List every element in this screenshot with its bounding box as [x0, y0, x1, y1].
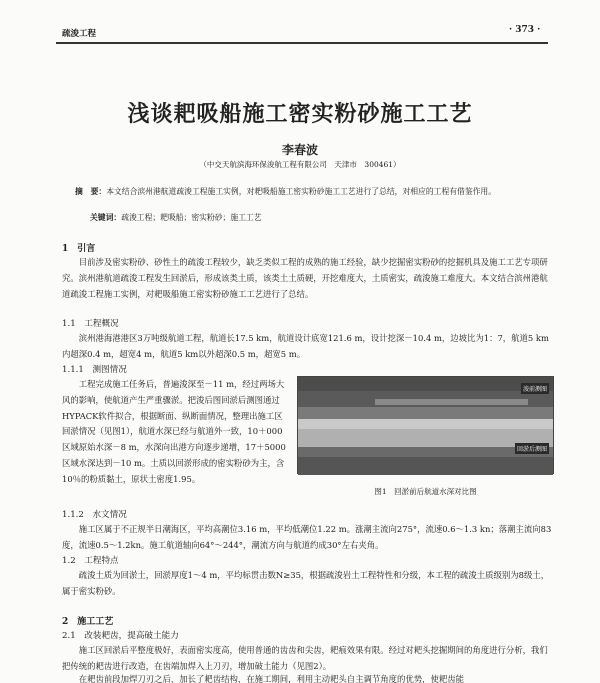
section-1-2-paragraph: 疏浚土质为回淤土，回淤厚度1～4 m，平均标贯击数N≥35，根据疏浚岩土工程特性和分级，本工程的疏浚土质级别为8级土，属于密实粉砂。 [62, 570, 550, 596]
figure-band-bottom [298, 457, 553, 475]
figure-label-after: 回淤后测图 [515, 443, 549, 454]
section-2-1-paragraph: 施工区回淤后平整度极好，表面密实度高，使用普通的齿齿和尖齿，耙痕效果有限。经过对耙头挖掘期间的角度进行分析，我们把传统的耙齿进行改造，在齿端加焊入上刀刃，增加破土能力（见图2）。 [62, 645, 548, 671]
section-1-paragraph: 目前涉及密实粉砂、砂性土的疏浚工程较少，缺乏类似工程的成熟的施工经验，缺少挖掘密实粉砂的挖掘机具及施工工艺专项研究。滨州港航道疏浚工程发生回淤后，形成该类土质，该类土土质硬，开挖难度大，土质密实，疏浚施工难度大。本文结合滨州港航道疏浚工程施工实例，对耙吸船施工密实粉砂施工工艺进行了总结。 [62, 257, 548, 299]
section-1-2-heading: 1.2 工程特点 [62, 556, 119, 566]
keywords [90, 212, 540, 223]
keywords-text: 疏浚工程；耙吸船；密实粉砂；施工工艺 [121, 213, 262, 222]
figure-band-shallow [298, 419, 553, 429]
author: 李春波 [281, 143, 318, 157]
figure-label-before: 浚前测图 [521, 383, 549, 394]
section-1-1-2-heading: 1.1.2 水文情况 [62, 510, 127, 520]
journal-name: 疏浚工程 [62, 29, 97, 39]
figure-depth-comparison [297, 376, 554, 474]
section-1-1-heading: 1.1 工程概况 [62, 319, 119, 329]
abstract-text: 本文结合滨州港航道疏浚工程施工实例，对耙吸船施工密实粉砂施工工艺进行了总结，对相应的工程有借鉴作用。 [106, 187, 497, 196]
header-rule [56, 42, 548, 44]
figure-channel-before [375, 399, 528, 405]
abstract [75, 185, 535, 199]
figure-band-top [298, 377, 553, 391]
figure-band-mid [298, 407, 553, 419]
section-2-1-paragraph-cont: 在耙齿前段加焊刀刃之后，加长了耙齿结构，在施工期间，利用主动耙头自主调节角度的优势，使耙齿能 [78, 674, 465, 683]
section-1-1-paragraph: 滨州港海港港区3万吨级航道工程，航道长17.5 km，航道设计底宽121.6 m，设计挖深－10.4 m，边坡比为1：7，航道5 km内超深0.4 m，超宽4 m，航道5 km以外超深0.5 m，超宽5 m。 [62, 333, 549, 359]
section-1-1-1-paragraph: 工程完成施工任务后，普遍浚深至－11 m，经过两场大风的影响，使航道产生严重骤淤。把浚后图回淤后测图通过HYPACK软件拟合，根据断面、纵断面情况，整理出施工区回淤情况（见图1），航道水深已经与航道外一致，10＋000区域原始水深－8 m，水深向出港方向逐步递增，17＋5000区域水深达到－10 m。土质以回淤形成的密实粉砂为主，含10％的粉质黏土，原状土密度1.95。 [62, 379, 286, 484]
section-2-1-heading: 2.1 改装耙齿，提高破土能力 [62, 631, 179, 641]
page-number: · 373 · [509, 25, 541, 35]
figure-caption: 图1 回淤前后航道水深对比图 [374, 487, 477, 496]
section-2-heading: 2 施工工艺 [62, 617, 114, 627]
keywords-label: 关键词： [90, 213, 122, 222]
affiliation: （中交天航滨海环保浚航工程有限公司 天津市 300461） [199, 160, 401, 169]
abstract-label: 摘 要： [75, 187, 107, 196]
section-1-1-2-paragraph: 施工区属于不正规半日潮海区，平均高潮位3.16 m，平均低潮位1.22 m。涨潮主流向275°，流速0.6～1.3 kn；落潮主流向83度，流速0.5～1.2kn。施工航道轴向64°～244°，潮流方向与航道约成30°左右夹角。 [62, 524, 552, 550]
paper-title: 浅谈耙吸船施工密实粉砂施工工艺 [127, 101, 473, 127]
section-1-heading: 1 引言 [62, 244, 96, 254]
section-1-1-1-heading: 1.1.1 测图情况 [62, 365, 127, 375]
